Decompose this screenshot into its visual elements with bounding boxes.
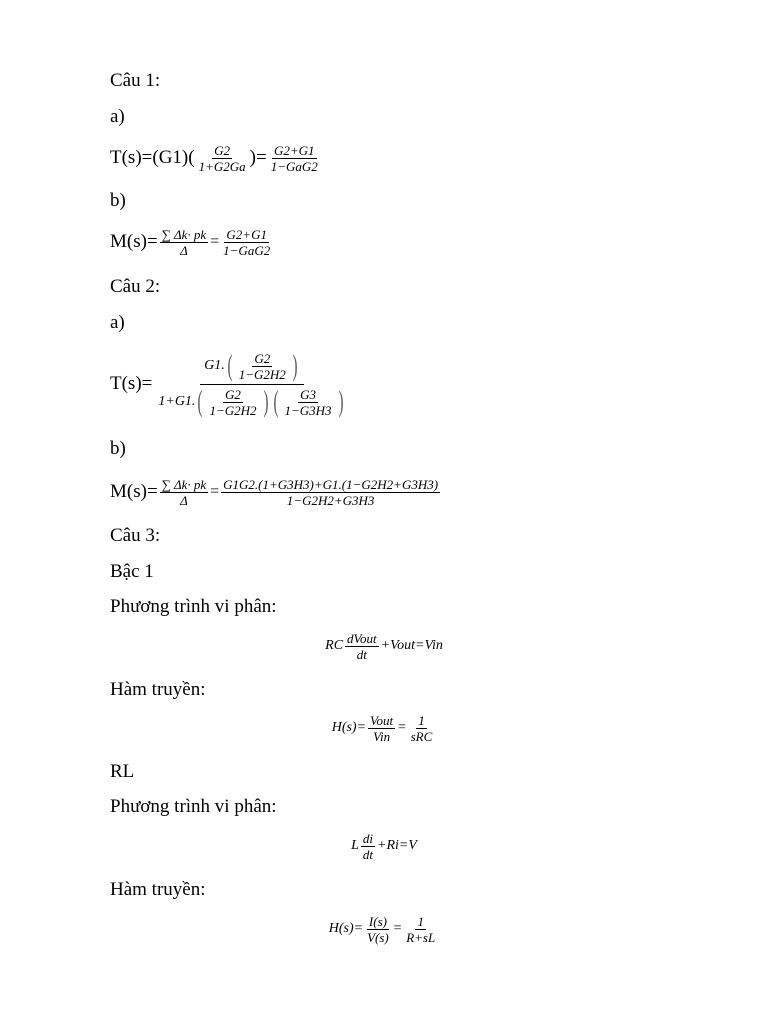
cau1-part-a: a): [110, 106, 125, 127]
cau1-ts-frac1-num: G2: [214, 142, 231, 158]
cau3-ham-truyen-2: Hàm truyền:: [110, 879, 206, 900]
cau2-ts-den-frac2-den: 1−G3H3: [284, 402, 332, 418]
cau1-heading: Câu 1:: [110, 70, 161, 91]
rc-h-frac2: [409, 713, 435, 744]
cau2-ts-big-frac: [154, 351, 349, 418]
rc-eq-frac: [345, 631, 379, 662]
rc-eq-lead: RC: [325, 638, 344, 653]
cau2-ts-num-frac-den: 1−G2H2: [238, 366, 286, 382]
cau2-ts-num-frac: [237, 351, 288, 382]
rc-h-frac2-den: sRC: [410, 728, 433, 744]
rl-h-frac1-num: I(s): [368, 913, 387, 929]
cau2-ts-den-lead: 1+G1.: [158, 394, 196, 409]
rl-differential-equation: [0, 828, 768, 864]
rl-h-frac1-den: V(s): [367, 929, 389, 945]
cau3-pt-vi-phan-1: Phương trình vi phân:: [110, 596, 277, 617]
cau1-ms-equation: M(s)= $\frac{\sum \Delta k\cdot pk}{\Delta}$ = $\frac{G2+G1}{\text{1−GaG2}}$: [110, 226, 271, 258]
cau2-ts-den-frac2: [283, 387, 334, 418]
cau2-ms-res-den: 1−G2H2+G3H3: [286, 492, 375, 508]
cau2-heading: Câu 2:: [110, 276, 161, 297]
rl-eq-lead: L: [351, 838, 359, 853]
cau1-ts-frac1-den: 1+G2Ga: [198, 158, 246, 174]
cau2-ms-den: Δ: [180, 492, 188, 508]
cau1-ms-result: [221, 227, 272, 258]
rc-h-frac1-den: Vin: [373, 728, 391, 744]
cau3-pt-vi-phan-2: Phương trình vi phân:: [110, 796, 277, 817]
cau1-ms-res-den: 1−GaG2: [223, 242, 271, 258]
cau2-ts-den-frac1-num: G2: [225, 386, 241, 402]
rc-eq-frac-den: dt: [356, 646, 367, 662]
cau1-part-b: b): [110, 190, 126, 211]
cau1-ms-num: ∑ Δk· pk: [161, 226, 207, 242]
rl-transfer-function: [0, 910, 768, 948]
rl-eq-frac-num: di: [362, 830, 374, 846]
cau2-ms-equation: M(s)= $\frac{\sum \Delta k\cdot pk}{\Delta}$ = $\frac{G1G2.(1+G3H3)+G1.(1-G2H2+G3H3)}{1-G2H2+G3H3}$: [110, 476, 439, 508]
cau2-ts-numerator: G1. ( $\frac{G2}{1-G2H2}$ ): [200, 351, 304, 385]
cau2-ts-equation: [110, 344, 352, 424]
rc-eq-tail: +Vout=Vin: [380, 638, 443, 653]
cau2-ms-result: [221, 477, 440, 508]
cau1-ts-prefix: T(s)=(G1)(: [110, 147, 195, 168]
cau2-ts-den-frac1: [207, 387, 258, 418]
cau2-ts-den-frac1-den: 1−G2H2: [209, 402, 257, 418]
cau2-part-b: b): [110, 438, 126, 459]
rc-h-lead: H(s)=: [331, 720, 367, 735]
cau3-bac1: Bậc 1: [110, 561, 154, 582]
cau2-ts-num-frac-num: G2: [254, 350, 271, 366]
cau1-ms-den: Δ: [180, 242, 188, 258]
cau3-ham-truyen-1: Hàm truyền:: [110, 679, 206, 700]
rl-eq-tail: +Ri=V: [377, 838, 417, 853]
rc-h-frac2-num: 1: [418, 712, 425, 728]
cau1-ms-res-num: G2+G1: [226, 226, 267, 242]
cau2-ms-prefix: M(s)=: [110, 481, 158, 502]
rl-h-lead: H(s)=: [328, 921, 364, 936]
cau2-part-a: a): [110, 312, 125, 333]
cau3-rl: RL: [110, 761, 135, 782]
rl-h-frac2-den: R+sL: [406, 929, 436, 945]
cau2-ts-denominator: 1+G1. ( $\frac{G2}{1-G2H2}$ ) ( $\frac{G3}{1-G3H3}$ ): [158, 385, 344, 418]
cau1-ts-close: )=: [249, 147, 267, 168]
cau1-ts-equation: [110, 140, 322, 176]
cau1-ms-frac: [160, 227, 208, 258]
rl-h-frac2: [404, 914, 437, 945]
cau2-ms-res-num: G1G2.(1+G3H3)+G1.(1−G2H2+G3H3): [223, 476, 439, 492]
rc-transfer-function: [0, 710, 768, 746]
rc-h-frac1-num: Vout: [370, 712, 394, 728]
cau1-ts-frac2-den: 1−GaG2: [270, 158, 318, 174]
rl-h-frac1: [365, 914, 391, 945]
cau2-ts-prefix: T(s)=: [110, 373, 153, 394]
cau1-ts-frac2: [269, 143, 320, 174]
rc-h-eq: =: [397, 720, 407, 735]
rl-eq-frac-den: dt: [362, 846, 374, 862]
rc-differential-equation: [0, 628, 768, 664]
cau2-ms-num: ∑ Δk· pk: [161, 476, 207, 492]
rl-h-eq: =: [392, 921, 403, 936]
rc-eq-frac-num: dVout: [347, 630, 377, 646]
cau1-ms-prefix: M(s)=: [110, 231, 158, 252]
cau2-ms-frac: [160, 477, 208, 508]
rl-eq-frac: [361, 831, 375, 862]
cau2-ts-num-lead: G1.: [204, 358, 225, 373]
rc-h-frac1: [368, 713, 395, 744]
rl-h-frac2-num: 1: [417, 913, 424, 929]
cau1-ts-frac1: [197, 143, 248, 174]
cau3-heading: Câu 3:: [110, 525, 161, 546]
cau1-ts-frac2-num: G2+G1: [273, 142, 315, 158]
cau2-ts-den-frac2-num: G3: [300, 386, 316, 402]
